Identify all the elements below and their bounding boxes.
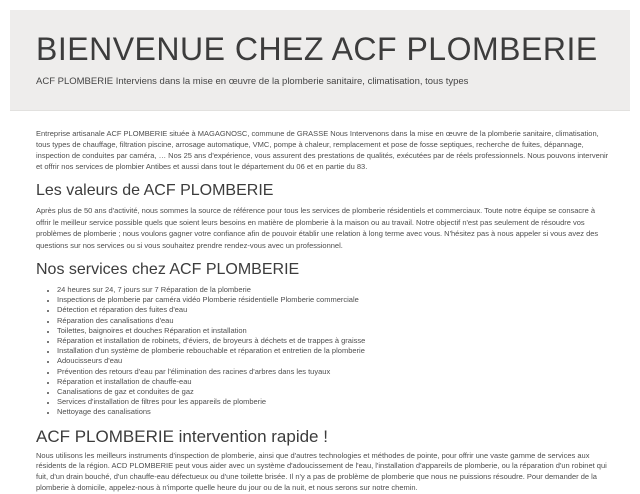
intro-paragraph: Entreprise artisanale ACF PLOMBERIE située à MAGAGNOSC, commune de GRASSE Nous Intervenons dans la mise en œuvre de la plomberie sanitaire, climatisation, tous types de chauffage, filtration piscine, arrosage automatique, VMC, pompe à chaleur, remplacement et pose de fosse septiques, recherche de fuites, dépannage, inspection de conduites par caméra, … Nos 25 ans d'expérience, vous assurent des prestations de qualités, exécutées par de réels professionnels. Nous pouvons intervenir et offrir nos services de plombier Antibes et aussi dans tout le département du 06 et en partie du 83.	[36, 129, 609, 171]
services-heading: Nos services chez ACF PLOMBERIE	[36, 261, 300, 278]
service-item: • Inspections de plomberie par caméra vidéo Plomberie résidentielle Plomberie commerciale	[57, 295, 610, 305]
service-item: • Réparation et installation de chauffe-eau	[57, 377, 610, 387]
page-subtitle: ACF PLOMBERIE Interviens dans la mise en œuvre de la plomberie sanitaire, climatisation, tous types	[36, 76, 469, 87]
service-item: • Détection et réparation des fuites d'eau	[57, 305, 610, 315]
service-item: • 24 heures sur 24, 7 jours sur 7 Réparation de la plomberie	[57, 285, 610, 295]
services-list	[36, 285, 610, 418]
values-paragraph: Après plus de 50 ans d'activité, nous sommes la source de référence pour tous les services de plomberie résidentiels et commerciaux. Toute notre équipe se consacre à offrir le meilleur service possible quels que soient leurs besoins en matière de plomberie à la maison ou au travail. Notre objectif n'est pas seulement de résoudre vos problèmes de plomberie ; nous voulons gagner votre confiance afin de pouvoir établir une relation à long terme avec vous. N'hésitez pas à nous appeler si vous avez des questions sur nos services ou si vous souhaitez prendre rendez-vous avec un professionnel.	[36, 206, 599, 250]
service-item: • Réparation et installation de robinets, d'éviers, de broyeurs à déchets et de trappes à graisse	[57, 336, 610, 346]
main-content	[0, 128, 640, 494]
service-item: • Installation d'un système de plomberie rebouchable et réparation et entretien de la plomberie	[57, 346, 610, 356]
page-title: BIENVENUE CHEZ ACF PLOMBERIE	[36, 31, 598, 67]
service-item: • Services d'installation de filtres pour les appareils de plomberie	[57, 397, 610, 407]
values-heading: Les valeurs de ACF PLOMBERIE	[36, 182, 274, 199]
service-item: • Adoucisseurs d'eau	[57, 356, 610, 366]
rapid-paragraph: Nous utilisons les meilleurs instruments d'inspection de plomberie, ainsi que d'autres technologies et méthodes de pointe, pour offrir une vaste gamme de services aux résidents de la région. ACD PLOMBERIE peut vous aider avec un système d'adoucissement de l'eau, l'installation d'appareils de plomberie, ou la réparation d'un robinet qui fuit, d'un drain bouché, d'un chauffe-eau défectueux ou d'une toilette brisée. Il n'y a pas de problème de plomberie que nous ne puissions résoudre. Pour demander de la plomberie à domicile, appelez-nous à n'importe quelle heure du jour ou de la nuit, et nous serons sur notre chemin.	[36, 450, 607, 493]
rapid-heading: ACF PLOMBERIE intervention rapide !	[36, 426, 328, 446]
service-item: • Toilettes, baignoires et douches Réparation et installation	[57, 326, 610, 336]
service-item: • Canalisations de gaz et conduites de gaz	[57, 387, 610, 397]
page	[0, 10, 640, 493]
service-item: • Prévention des retours d'eau par l'élimination des racines d'arbres dans les tuyaux	[57, 367, 610, 377]
service-item: • Réparation des canalisations d'eau	[57, 316, 610, 326]
service-item: • Nettoyage des canalisations	[57, 407, 610, 417]
header-band	[10, 10, 630, 111]
